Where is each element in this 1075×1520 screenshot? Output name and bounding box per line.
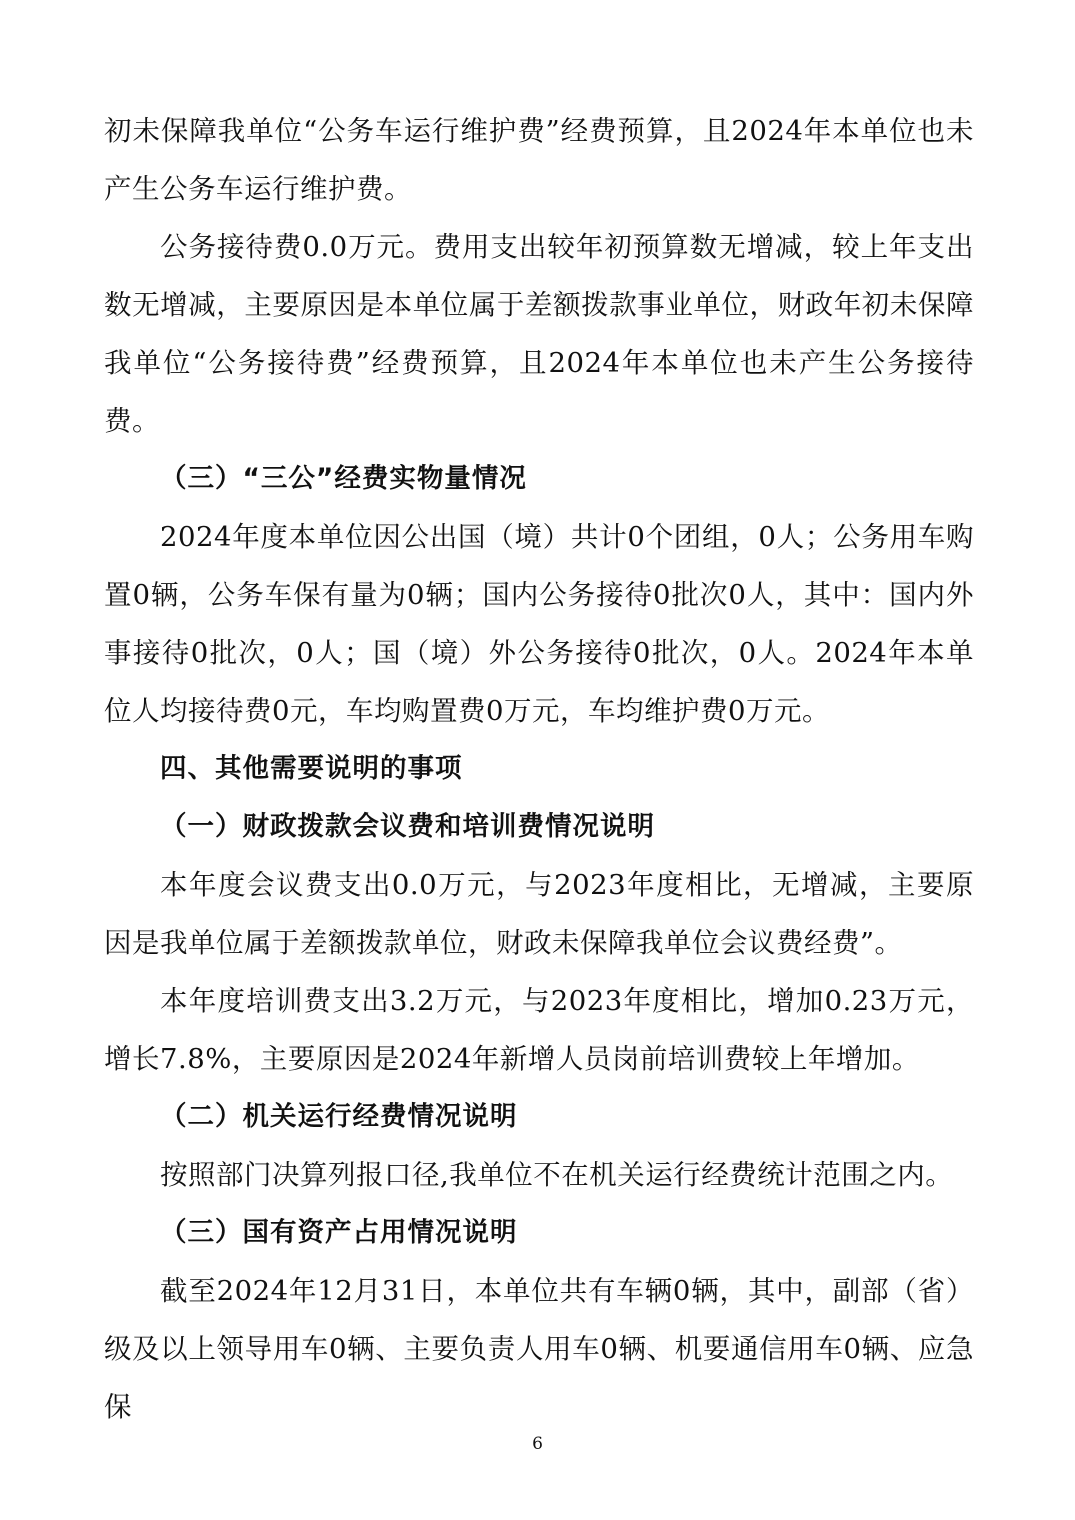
paragraph-training-fee: 本年度培训费支出3.2万元，与2023年度相比，增加0.23万元，增长7.8%，主要原因是2024年新增人员岗前培训费较上年增加。 bbox=[104, 985, 974, 1075]
paragraph-state-assets: 截至2024年12月31日，本单位共有车辆0辆，其中，副部（省）级及以上领导用车0辆、主要负责人用车0辆、机要通信用车0辆、应急保 bbox=[104, 1275, 974, 1423]
heading-operating-expenses: （二）机关运行经费情况说明 bbox=[160, 1101, 518, 1132]
heading-state-assets: （三）国有资产占用情况说明 bbox=[160, 1217, 518, 1248]
heading-meeting-training-fees: （一）财政拨款会议费和培训费情况说明 bbox=[160, 811, 655, 842]
page-number: 6 bbox=[532, 1434, 543, 1454]
paragraph-reception-fee: 公务接待费0.0万元。费用支出较年初预算数无增减，较上年支出数无增减，主要原因是本单位属于差额拨款事业单位，财政年初未保障我单位“公务接待费”经费预算，且2024年本单位也未产生公务接待费。 bbox=[104, 231, 974, 437]
paragraph-meeting-fee: 本年度会议费支出0.0万元，与2023年度相比，无增减，主要原因是我单位属于差额拨款单位，财政未保障我单位会议费经费”。 bbox=[104, 869, 974, 959]
heading-other-matters: 四、其他需要说明的事项 bbox=[160, 753, 463, 784]
document-page bbox=[104, 102, 974, 1436]
paragraph-operating-expenses: 按照部门决算列报口径,我单位不在机关运行经费统计范围之内。 bbox=[160, 1159, 954, 1191]
heading-three-public-physical-quantity: （三）“三公”经费实物量情况 bbox=[160, 463, 527, 494]
paragraph-physical-quantity: 2024年度本单位因公出国（境）共计0个团组，0人；公务用车购置0辆，公务车保有量为0辆；国内公务接待0批次0人，其中：国内外事接待0批次，0人；国（境）外公务接待0批次，0人。2024年本单位人均接待费0元，车均购置费0万元，车均维护费0万元。 bbox=[104, 521, 974, 727]
paragraph-continued-vehicle-maintenance: 初未保障我单位“公务车运行维护费”经费预算，且2024年本单位也未产生公务车运行维护费。 bbox=[104, 115, 974, 205]
